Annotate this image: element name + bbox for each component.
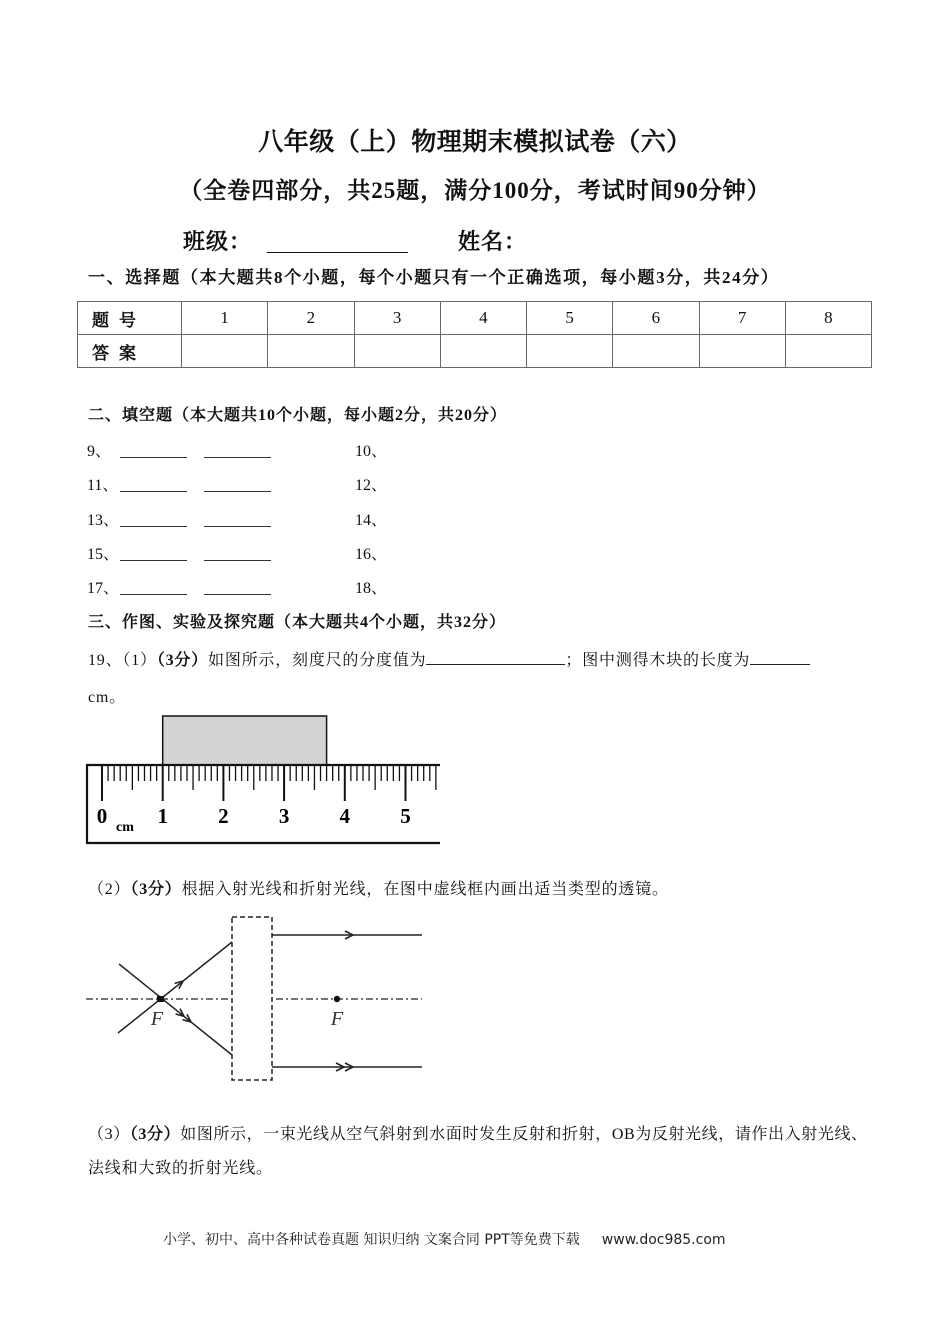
exam-subtitle: （全卷四部分，共25题，满分100分，考试时间90分钟）: [179, 178, 771, 203]
ruler-label: 4: [339, 804, 351, 828]
answer-blank-length: [750, 650, 810, 665]
fill-number: 11、: [87, 477, 119, 494]
fill-blank: [204, 457, 271, 458]
fill-number: 17、: [87, 580, 120, 597]
question-number-cell: 1: [182, 302, 268, 335]
question-number-cell: 8: [785, 302, 871, 335]
fill-blank: [204, 594, 271, 595]
answer-cell: [182, 335, 268, 368]
ruler-label: 3: [278, 804, 290, 828]
answer-cell: [613, 335, 699, 368]
exam-title: 八年级（上）物理期末模拟试卷（六）: [258, 129, 692, 156]
ruler-ticks: [102, 765, 436, 801]
row-header-answer: 答案: [78, 335, 182, 368]
wood-block: [163, 716, 327, 765]
question-19-part3: [88, 1125, 868, 1144]
fill-number: 15、: [87, 546, 120, 563]
focus-label-right: F: [330, 1008, 344, 1030]
focus-point-left: [157, 996, 164, 1002]
question-number-cell: 5: [527, 302, 613, 335]
focus-label-left: F: [150, 1008, 164, 1030]
light-ray-upper: [118, 942, 232, 1033]
table-row-answers: [78, 335, 872, 368]
question-19-part2: [88, 880, 669, 899]
question-number-cell: 4: [440, 302, 526, 335]
question-number-cell: 6: [613, 302, 699, 335]
fill-row: [0, 546, 950, 566]
ruler-label: 2: [218, 804, 229, 828]
answer-cell: [699, 335, 785, 368]
question-text: 如图所示，刻度尺的分度值为: [208, 652, 427, 669]
answer-cell: [354, 335, 440, 368]
focus-point-right: [334, 996, 340, 1002]
fill-row: [0, 477, 950, 497]
class-label: 班级：: [183, 229, 253, 254]
fill-blank: [204, 526, 271, 527]
question-19-unit: cm。: [88, 689, 126, 706]
fill-number: 18、: [355, 580, 388, 597]
fill-number: 16、: [355, 546, 388, 563]
question-score: （3分）: [129, 1126, 181, 1143]
question-19-part1: [88, 650, 810, 670]
class-blank: [267, 252, 408, 253]
question-part: （3）: [88, 1126, 130, 1143]
answer-table: [77, 301, 872, 368]
question-part: （2）: [88, 881, 131, 898]
question-number-cell: 7: [699, 302, 785, 335]
fill-number: 12、: [355, 477, 388, 494]
footer: [163, 1230, 726, 1250]
answer-cell: [527, 335, 613, 368]
question-text: 如图所示，一束光线从空气斜射到水面时发生反射和折射，OB为反射光线，请作出入射光线、: [180, 1126, 868, 1143]
table-row-numbers: [78, 302, 872, 335]
section3-heading: 三、作图、实验及探究题（本大题共4个小题，共32分）: [88, 614, 507, 631]
fill-blank: [120, 560, 187, 561]
footer-text: 小学、初中、高中各种试卷真题 知识归纳 文案合同 PPT等免费下载: [163, 1232, 580, 1248]
question-text: ；图中测得木块的长度为: [565, 652, 751, 669]
ruler-label: 1: [157, 804, 168, 828]
dashed-lens-box: [232, 917, 272, 1080]
fill-row: [0, 580, 950, 600]
name-label: 姓名：: [458, 229, 528, 254]
question-score: （3分）: [130, 881, 182, 898]
fill-blank: [120, 526, 187, 527]
fill-blank: [120, 491, 187, 492]
section1-heading: 一、选择题（本大题共8个小题，每个小题只有一个正确选项，每小题3分，共24分）: [88, 268, 780, 287]
fill-number: 10、: [355, 443, 388, 460]
ruler-label: 5: [400, 804, 411, 828]
fill-number: 9、: [87, 443, 112, 460]
ruler-figure: [85, 710, 445, 850]
fill-blank: [204, 491, 271, 492]
question-number-cell: 3: [354, 302, 440, 335]
ruler-label: 0: [96, 804, 108, 828]
answer-cell: [440, 335, 526, 368]
section2-heading: 二、填空题（本大题共10个小题，每小题2分，共20分）: [88, 407, 508, 424]
footer-url[interactable]: www.doc985.com: [601, 1232, 726, 1248]
question-score: （3分）: [156, 652, 209, 669]
fill-row: [0, 512, 950, 532]
answer-cell: [785, 335, 871, 368]
question-part: （1）: [122, 652, 157, 669]
lens-figure: [80, 910, 440, 1090]
question-number-cell: 2: [268, 302, 354, 335]
ruler-unit: cm: [116, 820, 134, 835]
answer-cell: [268, 335, 354, 368]
fill-blank: [120, 457, 187, 458]
light-ray-lower: [119, 964, 232, 1055]
answer-blank-division: [426, 650, 565, 665]
fill-row: [0, 443, 950, 463]
fill-blank: [204, 560, 271, 561]
question-19-part3-cont: 法线和大致的折射光线。: [88, 1160, 273, 1177]
row-header-number: 题号: [78, 302, 182, 335]
fill-number: 13、: [87, 512, 120, 529]
question-text: 根据入射光线和折射光线，在图中虚线框内画出适当类型的透镜。: [181, 881, 669, 898]
fill-number: 14、: [355, 512, 388, 529]
fill-blank: [120, 594, 187, 595]
question-number: 19、: [88, 652, 123, 669]
